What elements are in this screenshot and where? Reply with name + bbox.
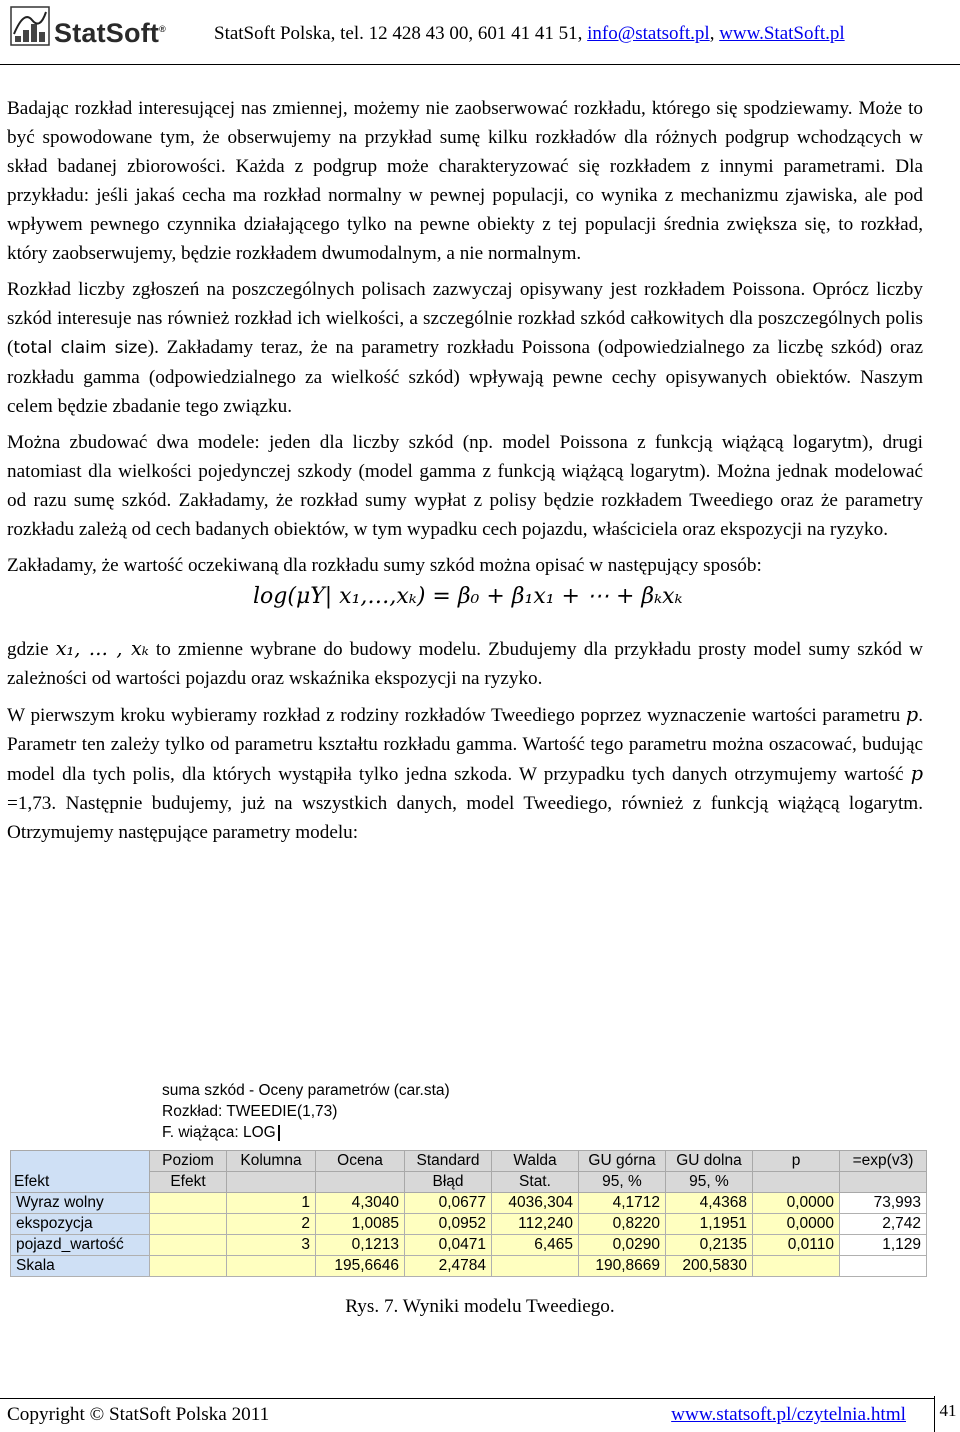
cell[interactable]: 73,993 — [840, 1193, 927, 1214]
cell[interactable]: 4,1712 — [579, 1193, 666, 1214]
formula: log(μY| x₁,…,xₖ) = β₀ + β₁x₁ + ⋯ + βₖxₖ — [253, 584, 683, 609]
title-line-1: suma szkód - Oceny parametrów (car.sta) — [162, 1082, 450, 1099]
article-body — [7, 94, 923, 854]
col-subheader[interactable] — [840, 1172, 927, 1193]
cell[interactable]: 6,465 — [492, 1235, 579, 1256]
col-header[interactable]: Standard — [405, 1151, 492, 1172]
row-header[interactable]: Skala — [11, 1256, 150, 1277]
cell[interactable]: 0,1213 — [316, 1235, 405, 1256]
footer-copyright: Copyright © StatSoft Polska 2011 — [7, 1404, 270, 1425]
website-link[interactable]: www.StatSoft.pl — [719, 23, 845, 44]
table-row[interactable] — [11, 1214, 927, 1235]
header-contact: StatSoft Polska, tel. 12 428 43 00, 601 41 41 51, info@statsoft.pl, www.StatSoft.pl — [214, 23, 845, 44]
cell[interactable]: 190,8669 — [579, 1256, 666, 1277]
paragraph-5: gdzie x₁, … , xₖ to zmienne wybrane do budowy modelu. Zbudujemy dla przykładu prosty model sumy szkód w zależności od wartości pojazdu oraz wskaźnika ekspozycji na ryzyko. — [7, 637, 923, 689]
cell[interactable]: 200,5830 — [666, 1256, 753, 1277]
paragraph-6: W pierwszym kroku wybieramy rozkład z rodziny rozkładów Tweediego poprzez wyznaczenie wartości parametru p. Parametr ten zależy tylko od parametru kształtu rozkładu gamma. Wartość tego parametru można oszacować, budując model dla tych polis, dla których wystąpiła tylko jedna szkoda. W przypadku tych danych otrzymujemy wartość p =1,73. Następnie budujemy, już na wszystkich danych, model Tweediego, również z funkcją wiążącą logarytm. Otrzymujemy następujące parametry modelu: — [7, 703, 923, 843]
logo-text: StatSoft® — [54, 18, 166, 48]
text-cursor — [278, 1125, 280, 1141]
cell[interactable] — [150, 1193, 227, 1214]
paragraph-2: Rozkład liczby zgłoszeń na poszczególnych polisach zazwyczaj opisywany jest rozkładem Poissona. Oprócz liczby szkód interesuje nas również rozkład ich wielkości, a szczególnie rozkład szkód całkowitych dla poszczególnych polis (total claim size). Zakładamy teraz, że na parametry rozkładu Poissona (odpowiedzialnego za liczbę szkód) oraz rozkładu gamma (odpowiedzialnego za wielkość szkód) wpływają pewne cechy opisywanych obiektów. Naszym celem będzie zbadanie tego związku. — [7, 279, 923, 417]
col-header[interactable]: p — [753, 1151, 840, 1172]
figure-caption: Rys. 7. Wyniki modelu Tweediego. — [345, 1296, 615, 1317]
email-link[interactable]: info@statsoft.pl — [587, 23, 710, 44]
page-header — [0, 0, 960, 62]
page-number: 41 — [934, 1396, 960, 1432]
col-header[interactable]: =exp(v3) — [840, 1151, 927, 1172]
corner-header: Efekt — [11, 1151, 150, 1193]
col-header[interactable]: Walda — [492, 1151, 579, 1172]
cell[interactable] — [753, 1256, 840, 1277]
footer-divider — [0, 1398, 934, 1399]
cell[interactable]: 0,0000 — [753, 1193, 840, 1214]
results-spreadsheet — [10, 1080, 945, 1288]
cell[interactable]: 1,1951 — [666, 1214, 753, 1235]
cell[interactable]: 0,0952 — [405, 1214, 492, 1235]
col-header[interactable]: Ocena — [316, 1151, 405, 1172]
cell[interactable]: 0,0290 — [579, 1235, 666, 1256]
paragraph-4: Zakładamy, że wartość oczekiwaną dla rozkładu sumy szkód można opisać w następujący sposób: — [7, 555, 762, 576]
cell[interactable] — [150, 1214, 227, 1235]
paragraph-1: Badając rozkład interesującej nas zmiennej, możemy nie zaobserwować rozkładu, którego się spodziewamy. Może to być spowodowane tym, że obserwujemy na przykład sumę kilku rozkładów dla różnych podgrup wchodzących w skład badanej zbiorowości. Każda z podgrup może charakteryzować się rozkładem z innymi parametrami. Dla przykładu: jeśli jakaś cecha ma rozkład normalny w pewnej populacji, co wynika z mechanizmu zjawiska, ale pod wpływem pewnego czynnika działającego tylko na pewne obiekty z tej populacji średnia zwiększa się, to rozkład, który zaobserwujemy, będzie rozkładem dwumodalnym, a nie normalnym. — [7, 98, 923, 264]
results-title — [150, 1080, 945, 1148]
header-divider — [0, 64, 960, 65]
statsoft-logo-icon — [10, 6, 50, 46]
cell[interactable]: 0,8220 — [579, 1214, 666, 1235]
table-row[interactable] — [11, 1256, 927, 1277]
cell[interactable] — [492, 1256, 579, 1277]
cell[interactable]: 0,0110 — [753, 1235, 840, 1256]
cell[interactable]: 195,6646 — [316, 1256, 405, 1277]
col-subheader[interactable] — [316, 1172, 405, 1193]
table-row[interactable] — [11, 1235, 927, 1256]
paragraph-3: Można zbudować dwa modele: jeden dla liczby szkód (np. model Poissona z funkcją wiążącą logarytm), drugi natomiast dla wielkości pojedynczej szkody (model gamma z funkcją wiążącą logarytm). Można jednak modelować od razu sumę szkód. Zakładamy, że rozkład sumy wypłat z polisy będzie rozkładem Tweediego oraz że parametry rozkładu zależą od cech badanych obiektów, w tym wypadku cech pojazdu, właściciela oraz ekspozycji na ryzyko. — [7, 432, 923, 540]
row-header[interactable]: ekspozycja — [11, 1214, 150, 1235]
cell[interactable]: 0,0000 — [753, 1214, 840, 1235]
results-table — [10, 1150, 927, 1277]
cell[interactable]: 4,4368 — [666, 1193, 753, 1214]
footer-link[interactable]: www.statsoft.pl/czytelnia.html — [671, 1404, 906, 1425]
col-subheader[interactable] — [753, 1172, 840, 1193]
cell[interactable]: 0,0471 — [405, 1235, 492, 1256]
cell[interactable] — [840, 1256, 927, 1277]
col-subheader[interactable]: Błąd — [405, 1172, 492, 1193]
col-header[interactable]: GU dolna — [666, 1151, 753, 1172]
cell[interactable]: 112,240 — [492, 1214, 579, 1235]
cell[interactable] — [150, 1235, 227, 1256]
table-row[interactable] — [11, 1193, 927, 1214]
col-subheader[interactable]: 95, % — [579, 1172, 666, 1193]
cell[interactable]: 0,0677 — [405, 1193, 492, 1214]
header-row-1 — [11, 1151, 927, 1172]
col-subheader[interactable]: 95, % — [666, 1172, 753, 1193]
row-header[interactable]: pojazd_wartość — [11, 1235, 150, 1256]
col-header[interactable]: Kolumna — [227, 1151, 316, 1172]
col-subheader[interactable]: Stat. — [492, 1172, 579, 1193]
cell[interactable]: 1,129 — [840, 1235, 927, 1256]
cell[interactable]: 0,2135 — [666, 1235, 753, 1256]
col-header[interactable]: Poziom — [150, 1151, 227, 1172]
col-subheader[interactable]: Efekt — [150, 1172, 227, 1193]
row-header[interactable]: Wyraz wolny — [11, 1193, 150, 1214]
cell[interactable]: 2,742 — [840, 1214, 927, 1235]
statsoft-logo — [8, 4, 188, 48]
cell[interactable]: 1 — [227, 1193, 316, 1214]
title-line-3: F. wiążąca: LOG — [150, 1122, 945, 1143]
col-header[interactable]: GU górna — [579, 1151, 666, 1172]
cell[interactable]: 1,0085 — [316, 1214, 405, 1235]
cell[interactable]: 2 — [227, 1214, 316, 1235]
cell[interactable]: 3 — [227, 1235, 316, 1256]
cell[interactable]: 4036,304 — [492, 1193, 579, 1214]
cell[interactable] — [150, 1256, 227, 1277]
cell[interactable] — [227, 1256, 316, 1277]
col-subheader[interactable] — [227, 1172, 316, 1193]
cell[interactable]: 2,4784 — [405, 1256, 492, 1277]
title-line-2: Rozkład: TWEEDIE(1,73) — [162, 1103, 338, 1120]
cell[interactable]: 4,3040 — [316, 1193, 405, 1214]
